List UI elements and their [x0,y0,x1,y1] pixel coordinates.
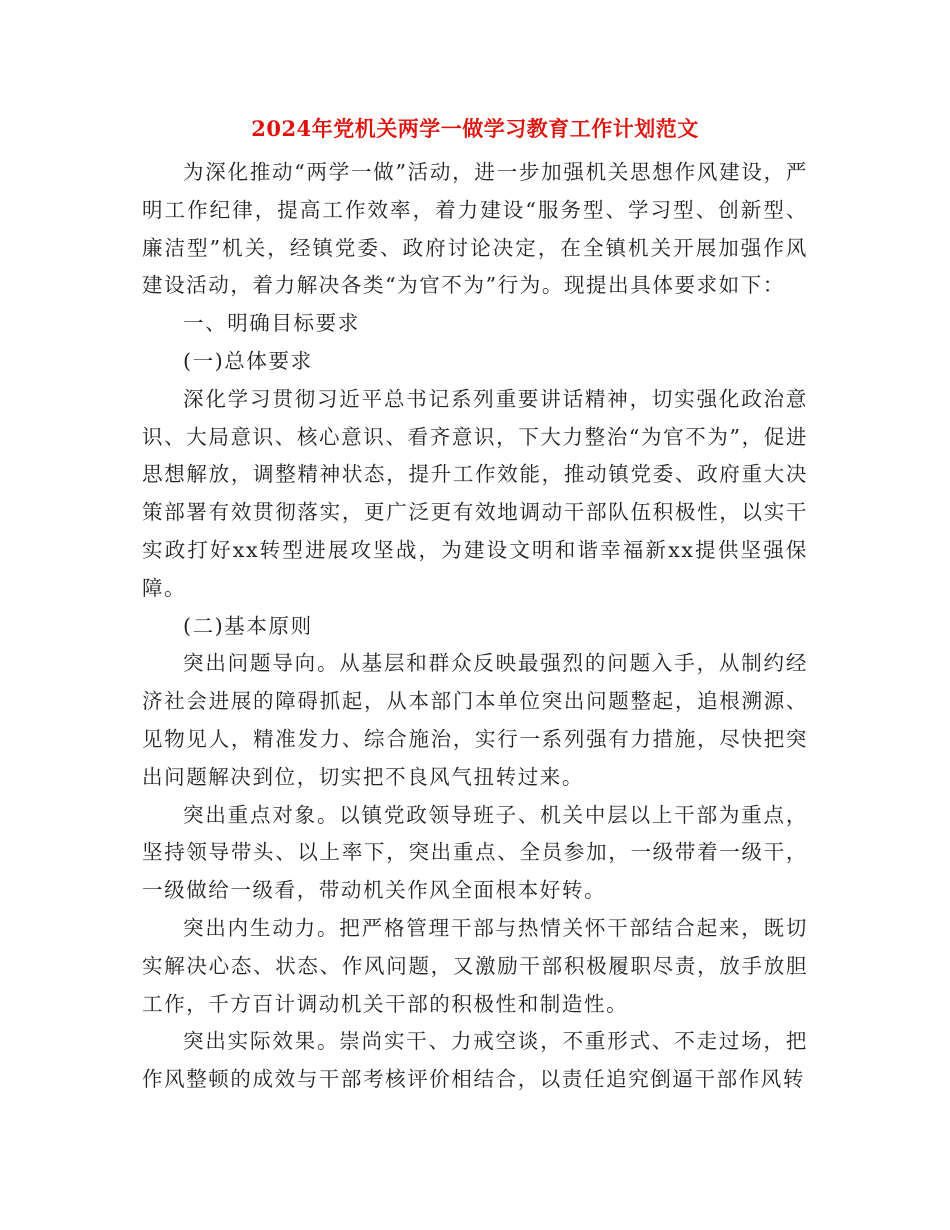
document-body [142,154,808,1099]
intro-paragraph: 为深化推动“两学一做”活动，进一步加强机关思想作风建设，严明工作纪律，提高工作效率，着力建设“服务型、学习型、创新型、廉洁型”机关，经镇党委、政府讨论决定，在全镇机关开展加强作风建设活动，着力解决各类“为官不为”行为。现提出具体要求如下： [142,160,808,298]
section-heading-goals: 一、明确目标要求 [183,311,360,336]
principle-internal-motivation-paragraph: 突出内生动力。把严格管理干部与热情关怀干部结合起来，既切实解决心态、状态、作风问题，又激励干部积极履职尽责，放手放胆工作，千方百计调动机关干部的积极性和制造性。 [142,915,808,1016]
principle-practical-effect-paragraph: 突出实际效果。崇尚实干、力戒空谈，不重形式、不走过场，把作风整顿的成效与干部考核评价相结合，以责任追究倒逼干部作风转 [142,1029,808,1092]
principle-key-targets-paragraph: 突出重点对象。以镇党政领导班子、机关中层以上干部为重点，坚持领导带头、以上率下，突出重点、全员参加，一级带着一级干，一级做给一级看，带动机关作风全面根本好转。 [142,802,808,903]
subsection-heading-overall: (一)总体要求 [183,348,313,373]
principle-problem-oriented-paragraph: 突出问题导向。从基层和群众反映最强烈的问题入手，从制约经济社会进展的障碍抓起，从本部门本单位突出问题整起，追根溯源、见物见人，精准发力、综合施治，实行一系列强有力措施，尽快把突出问题解决到位，切实把不良风气扭转过来。 [142,651,808,789]
document-title: 2024年党机关两学一做学习教育工作计划范文 [251,116,699,141]
overall-requirements-paragraph: 深化学习贯彻习近平总书记系列重要讲话精神，切实强化政治意识、大局意识、核心意识、看齐意识，下大力整治“为官不为”，促进思想解放，调整精神状态，提升工作效能，推动镇党委、政府重大决策部署有效贯彻落实，更广泛更有效地调动干部队伍积极性，以实干实政打好xx转型进展攻坚战，为建设文明和谐幸福新xx提供坚强保障。 [142,386,808,600]
subsection-heading-principles: (二)基本原则 [183,613,313,638]
